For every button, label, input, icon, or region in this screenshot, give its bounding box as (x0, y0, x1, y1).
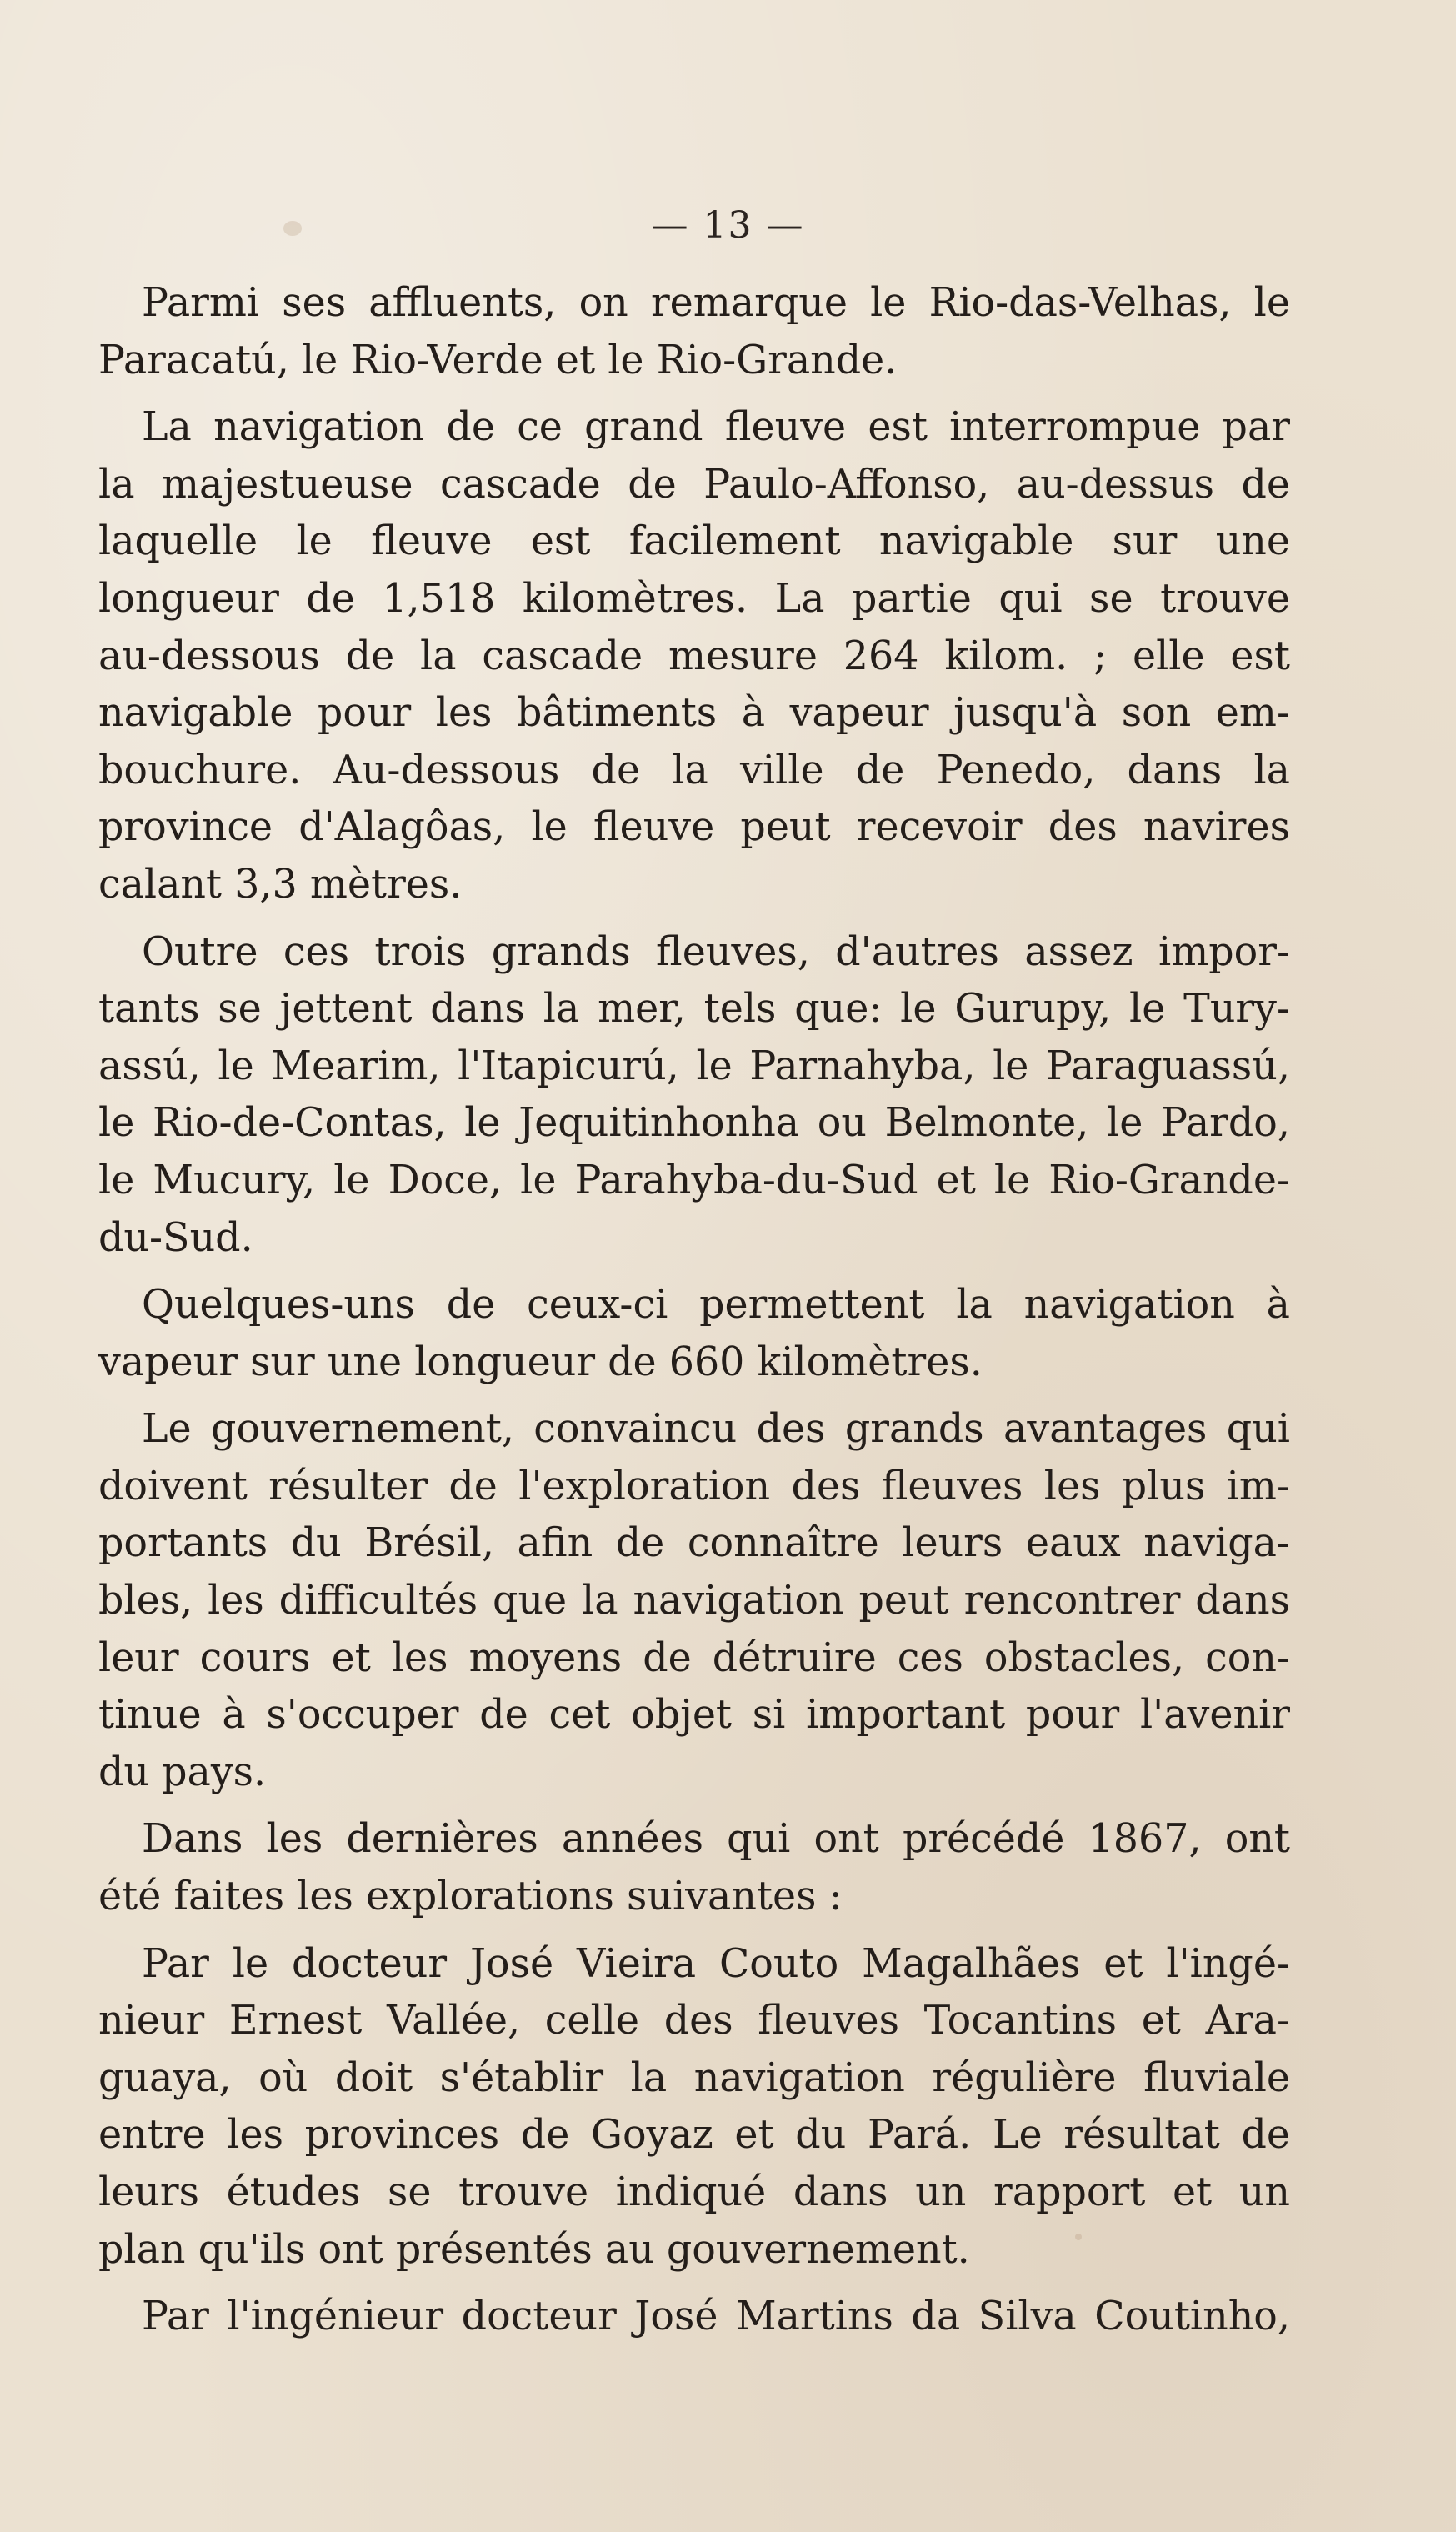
text-line: Parmi ses affluents, on remarque le Rio-das-Velhas, le (142, 280, 1290, 326)
text-line: guaya, où doit s'établir la navigation régulière fluviale (98, 2054, 1290, 2101)
text-line: bouchure. Au-dessous de la ville de Penedo, dans la (98, 747, 1290, 793)
text-line: Outre ces trois grands fleuves, d'autres assez impor- (142, 928, 1290, 975)
text-line: nieur Ernest Vallée, celle des fleuves Tocantins et Ara- (98, 1998, 1290, 2044)
text-line: plan qu'ils ont présentés au gouvernement. (98, 2226, 970, 2273)
text-line: doivent résulter de l'exploration des fleuves les plus im- (98, 1463, 1290, 1509)
paragraph (98, 275, 1290, 389)
text-line: longueur de 1,518 kilomètres. La partie qui se trouve (98, 575, 1290, 622)
text-line: leurs études se trouve indiqué dans un rapport et un (98, 2169, 1290, 2215)
text-line: Dans les dernières années qui ont précédé 1867, ont (142, 1816, 1290, 1863)
text-line: navigable pour les bâtiments à vapeur jusqu'à son em- (98, 690, 1290, 737)
page-number: — 13 — (651, 204, 805, 247)
text-line: bles, les difficultés que la navigation peut rencontrer dans (98, 1578, 1290, 1624)
text-line: Par le docteur José Vieira Couto Magalhães et l'ingé- (142, 1940, 1290, 1987)
text-line: tants se jettent dans la mer, tels que: le Gurupy, le Tury- (98, 986, 1290, 1033)
text-line: au-dessous de la cascade mesure 264 kilom. ; elle est (98, 633, 1290, 679)
text-line: du pays. (98, 1749, 267, 1795)
paragraph (98, 399, 1290, 913)
text-line: portants du Brésil, afin de connaître leurs eaux naviga- (98, 1520, 1290, 1567)
paragraph (98, 924, 1290, 1268)
paragraph (98, 1401, 1290, 1801)
text-line: entre les provinces de Goyaz et du Pará. Le résultat de (98, 2112, 1290, 2159)
paragraph (98, 1811, 1290, 1925)
text-line: tinue à s'occuper de cet objet si important pour l'avenir (98, 1692, 1290, 1739)
text-line: la majestueuse cascade de Paulo-Affonso, au-dessus de (98, 461, 1290, 508)
text-line: Par l'ingénieur docteur José Martins da Silva Coutinho, (142, 2294, 1290, 2340)
text-line: calant 3,3 mètres. (98, 861, 463, 908)
text-line: assú, le Mearim, l'Itapicurú, le Parnahyba, le Paraguassú, (98, 1043, 1290, 1089)
text-line: Le gouvernement, convaincu des grands avantages qui (142, 1406, 1290, 1453)
text-line: du-Sud. (98, 1214, 253, 1261)
text-line: le Mucury, le Doce, le Parahyba-du-Sud et le Rio-Grande- (98, 1157, 1290, 1203)
text-line: Quelques-uns de ceux-ci permettent la navigation à (142, 1282, 1290, 1329)
text-line: province d'Alagôas, le fleuve peut recevoir des navires (98, 804, 1290, 851)
paragraph (98, 2289, 1290, 2346)
text-line: leur cours et les moyens de détruire ces obstacles, con- (98, 1634, 1290, 1681)
text-line: le Rio-de-Contas, le Jequitinhonha ou Belmonte, le Pardo, (98, 1100, 1290, 1147)
paragraph (98, 1277, 1290, 1391)
text-line: vapeur sur une longueur de 660 kilomètres. (98, 1339, 983, 1385)
paragraph (98, 1936, 1290, 2279)
body-text (98, 275, 1290, 2356)
text-line: été faites les explorations suivantes : (98, 1874, 843, 1920)
text-line: La navigation de ce grand fleuve est interrompue par (142, 404, 1290, 451)
text-line: Paracatú, le Rio-Verde et le Rio-Grande. (98, 337, 898, 383)
text-line: laquelle le fleuve est facilement navigable sur une (98, 518, 1290, 565)
